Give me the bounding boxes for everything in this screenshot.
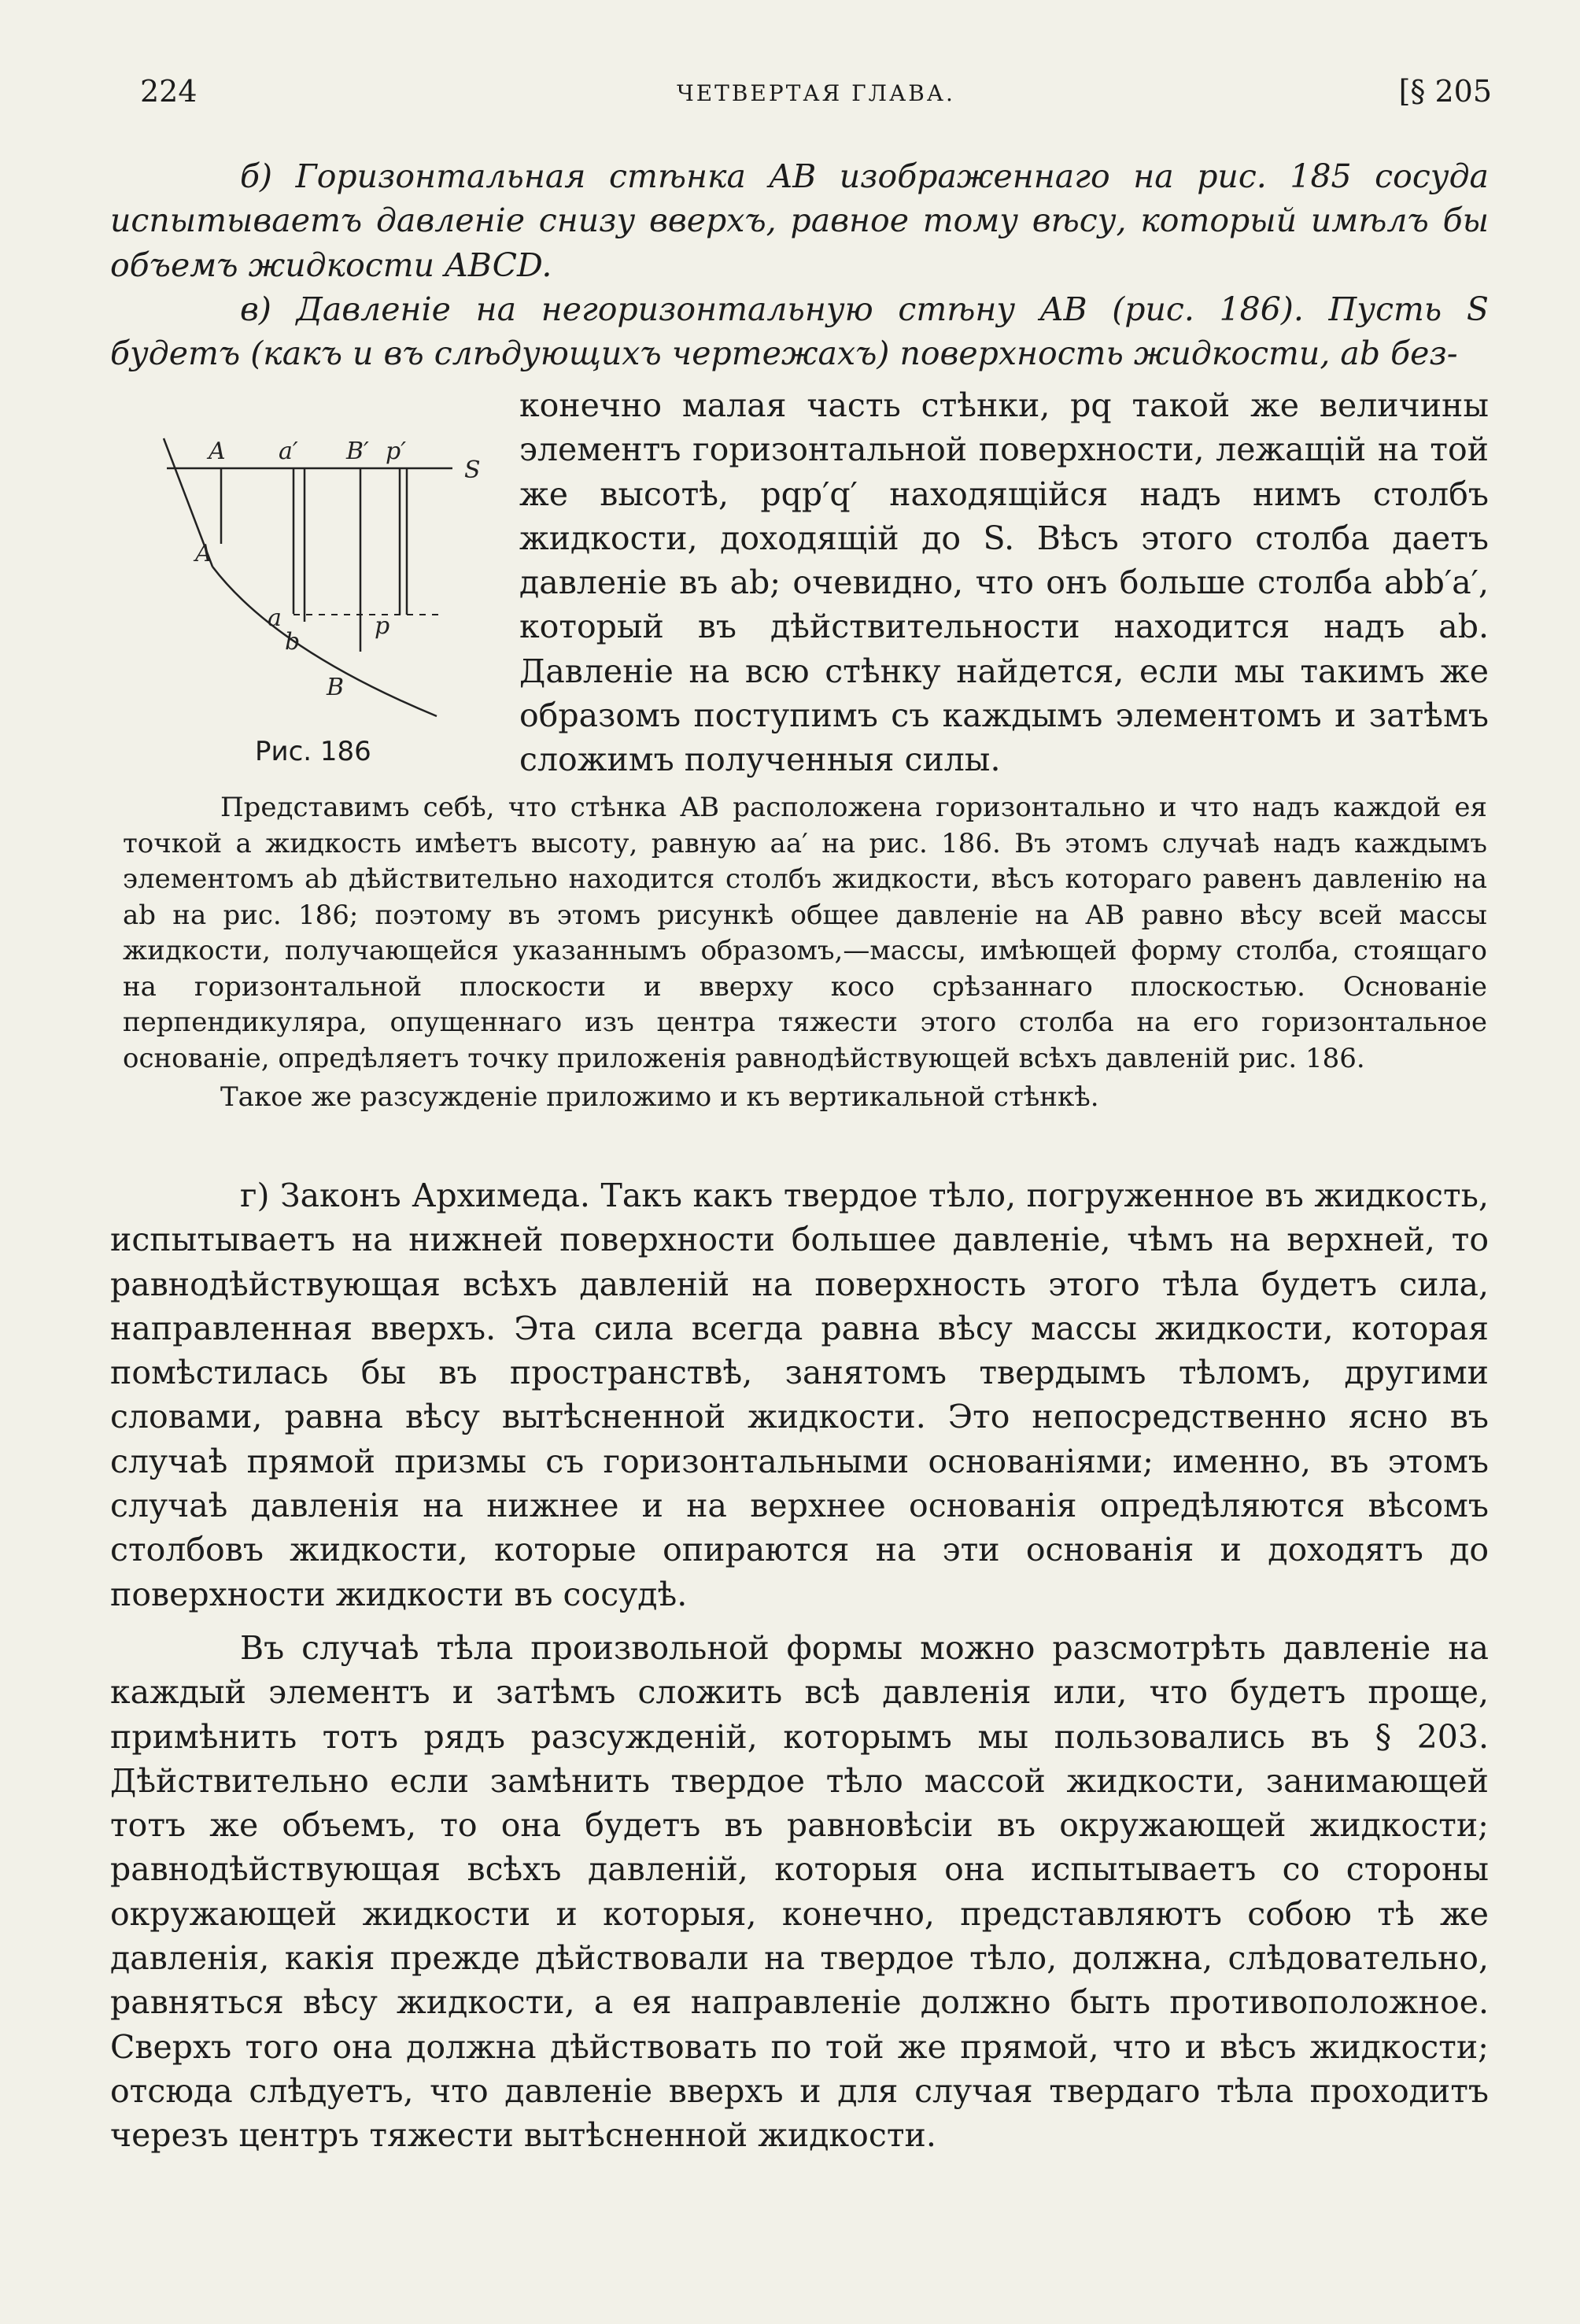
label-a-prime: a′	[279, 438, 298, 465]
chapter-title: ЧЕТВЕРТАЯ ГЛАВА.	[677, 80, 955, 106]
label-b: b	[285, 628, 301, 656]
figure-caption: Рис. 186	[255, 736, 371, 767]
figure-186	[110, 390, 511, 783]
paragraph-last: Въ случаѣ тѣла произвольной формы можно разсмотрѣть давленіе на каждый элементъ и затѣмъ сложить всѣ давленія или, что будетъ проще, примѣнить тотъ рядъ разсужденій, которымъ мы пользовались въ § 203. Дѣйствительно если замѣнить твердое тѣло массой жидкости, занимающей тотъ же объемъ, то она будетъ въ равновѣсіи въ окружающей жидкости; равнодѣйствующая всѣхъ давленій, которыя она испытываетъ со стороны окружающей жидкости и которыя, конечно, представляютъ собою тѣ же давленія, какія прежде дѣйствовали на твердое тѣло, должна, слѣдовательно, равняться вѣсу жидкости, а ея направленіе должно быть противоположное. Сверхъ того она должна дѣйствовать по той же прямой, что и вѣсъ жидкости; отсюда слѣдуетъ, что давленіе вверхъ и для случая твердаго тѣла проходитъ черезъ центръ тяжести вытѣсненной жидкости.	[110, 1629, 1489, 2155]
label-B: B	[327, 674, 345, 701]
label-p: p	[375, 612, 390, 640]
label-B-prime: B′	[346, 438, 369, 465]
label-A: A	[195, 540, 212, 567]
label-A-prime: A	[209, 438, 226, 465]
page-number: 224	[140, 74, 198, 109]
paragraph-v-wrapped: конечно малая часть стѣнки, pq такой же величины элементъ горизонтальной поверхности, лежащій на той же высотѣ, pqp′q′ находящійся надъ нимъ столбъ жидкости, доходящій до S. Вѣсъ этого столба даетъ давленіе въ ab; очевидно, что онъ больше столба abb′a′, который въ дѣйствительности находится надъ ab. Давленіе на всю стѣнку найдется, если мы такимъ же образомъ поступимъ съ каждымъ элементомъ и затѣмъ сложимъ полученныя силы.	[519, 386, 1489, 779]
paragraph-g-archimedes: г) Законъ Архимеда. Такъ какъ твердое тѣло, погруженное въ жидкость, испытываетъ на нижней поверхности большее давленіе, чѣмъ на верхней, то равнодѣйствующая всѣхъ давленій на поверхность этого тѣла будетъ сила, направленная вверхъ. Эта сила всегда равна вѣсу массы жидкости, которая помѣстилась бы въ пространствѣ, занятомъ твердымъ тѣломъ, другими словами, равна вѣсу вытѣсненной жидкости. Это непосредственно ясно въ случаѣ прямой призмы съ горизонтальными основаніями; именно, въ этомъ случаѣ давленія на нижнее и на верхнее основанія опредѣляются вѣсомъ столбовъ жидкости, которые опираются на эти основанія и доходятъ до поверхности жидкости въ сосудѣ.	[110, 1177, 1489, 1613]
paragraph-v-top: в) Давленіе на негоризонтальную стѣну AB (рис. 186). Пусть S будетъ (какъ и въ слѣдующихъ чертежахъ) поверхность жидкости, ab без-	[110, 290, 1489, 373]
running-header	[140, 74, 1492, 113]
paragraph-b: б) Горизонтальная стѣнка AB изображеннаго на рис. 185 сосуда испытываетъ давленіе снизу вверхъ, равное тому вѣсу, который имѣлъ бы объемъ жидкости ABCD.	[110, 157, 1489, 284]
label-S: S	[464, 456, 481, 484]
label-a: a	[268, 604, 282, 632]
section-ref: [§ 205	[1398, 74, 1492, 109]
figure-186-drawing	[110, 390, 511, 736]
small-print-note: Представимъ себѣ, что стѣнка AB расположена горизонтально и что надъ каждой ея точкой a жидкость имѣетъ высоту, равную aa′ на рис. 186. Въ этомъ случаѣ надъ каждымъ элементомъ ab дѣйствительно находится столбъ жидкости, вѣсъ котораго равенъ давленію на ab на рис. 186; поэтому въ этомъ рисункѣ общее давленіе на AB равно вѣсу всей массы жидкости, получающейся указаннымъ образомъ,—массы, имѣющей форму столба, стоящаго на горизонтальной плоскости и вверху косо срѣзаннаго плоскостью. Основаніе перпендикуляра, опущеннаго изъ центра тяжести этого столба на его горизонтальное основаніе, опредѣляетъ точку приложенія равнодѣйствующей всѣхъ давленій рис. 186. Такое же разсужденіе приложимо и къ вертикальной стѣнкѣ.	[123, 792, 1487, 1113]
label-p-prime: p′	[386, 438, 407, 465]
